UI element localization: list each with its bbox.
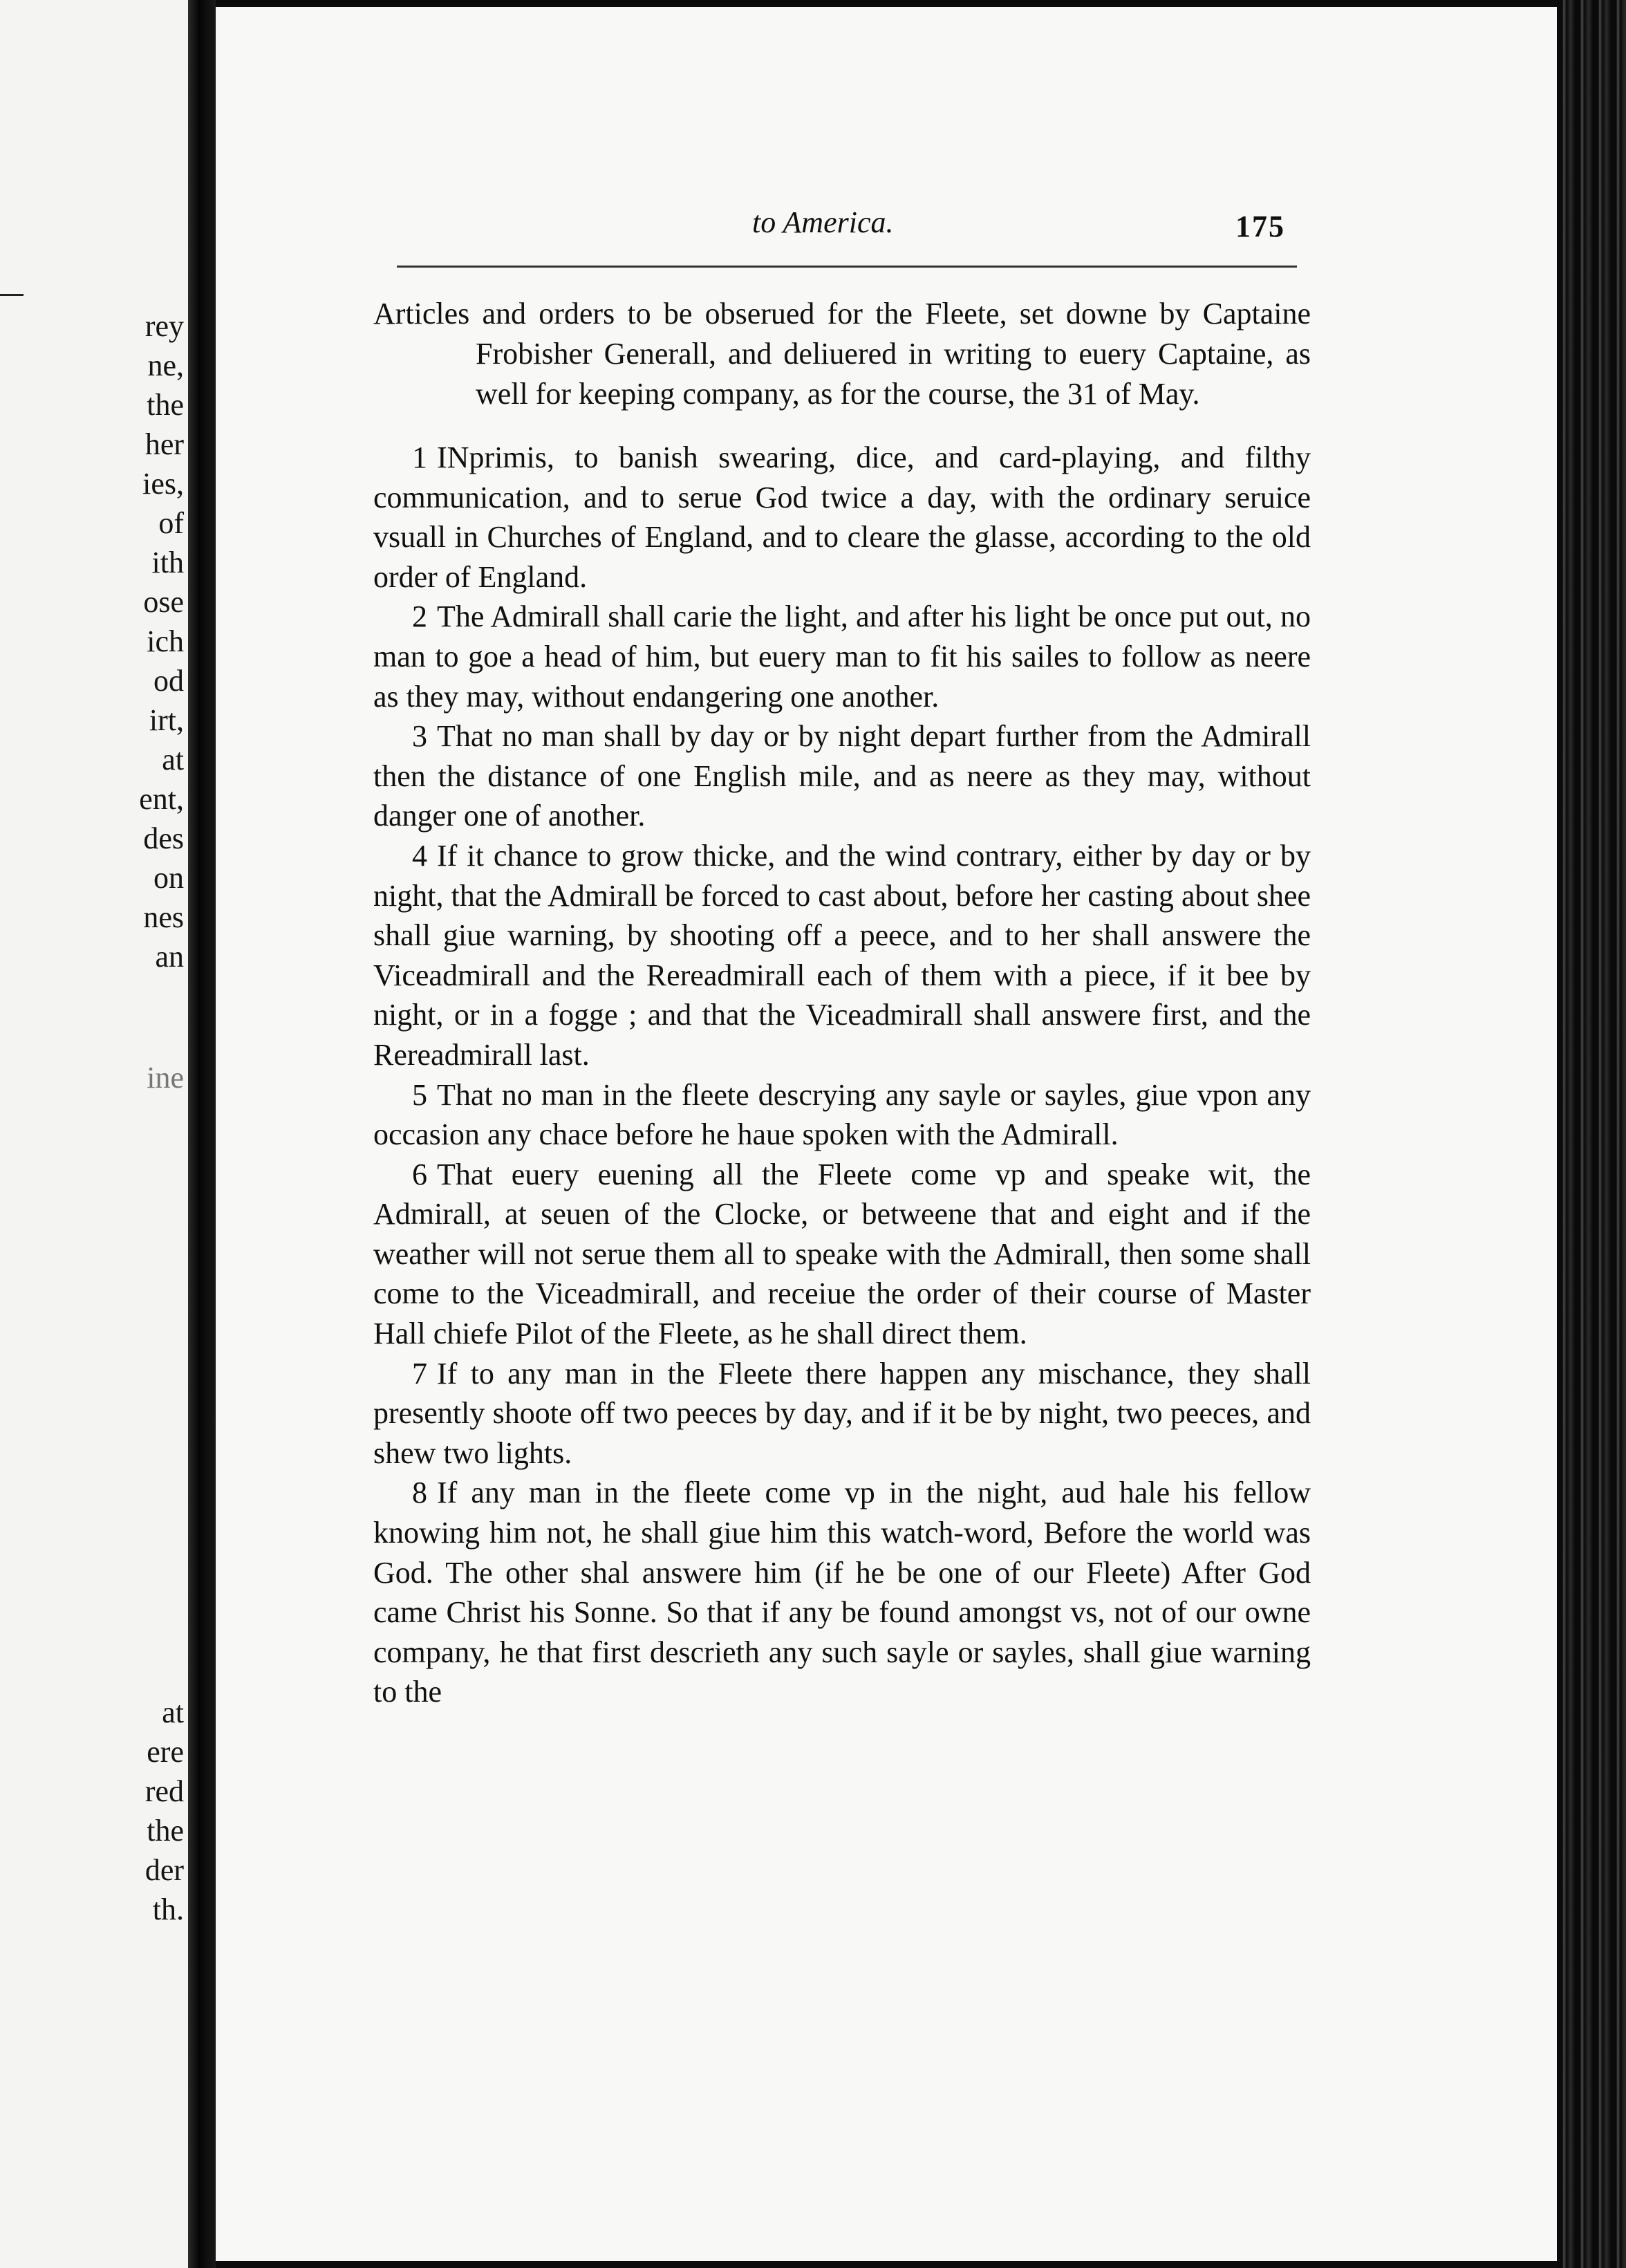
page-number: 175	[1235, 210, 1285, 243]
article-text: The Admirall shall carie the light, and after his light be once put out, no man to goe a head of him, but euery man to fit his sailes to follow as neere as they may, without endangering one another.	[373, 599, 1311, 714]
book-spine-edge	[1557, 0, 1626, 2268]
facing-fragment: th.	[152, 1893, 184, 1926]
facing-fragment: ose	[143, 585, 184, 619]
facing-fragment: ith	[151, 546, 184, 579]
article-number: 5	[412, 1077, 427, 1112]
article-8	[373, 1473, 1311, 1712]
facing-fragment: nes	[143, 900, 184, 934]
facing-fragment: her	[144, 427, 184, 461]
facing-fragment: ine	[147, 1061, 184, 1095]
facing-fragment: rey	[144, 309, 184, 343]
header-rule	[397, 266, 1297, 268]
article-text: That euery euening all the Fleete come vp and speake wit, the Admirall, at seuen of the Clocke, or betweene that and eight and if the weather will not serue them all to speake with the Admirall, then some shall come to the Viceadmirall, and receiue the order of their course of Master Hall chiefe Pilot of the Fleete, as he shall direct them.	[373, 1157, 1311, 1351]
article-text: If any man in the fleete come vp in the night, aud hale his fellow knowing him not, he shall giue him this watch-word, Before the world was God. The other shal answere him (if he be one of our Fleete) After God came Christ his Sonne. So that if any be found amongst vs, not of our owne company, he that first descrieth any such sayle or sayles, shall giue warning to the	[373, 1476, 1311, 1709]
facing-page-rule	[0, 294, 24, 296]
book-gutter	[188, 0, 216, 2268]
article-number: 3	[412, 719, 427, 754]
facing-fragment: ies,	[142, 467, 184, 501]
facing-fragment: ne,	[147, 348, 184, 382]
facing-fragment: irt,	[149, 703, 184, 737]
facing-fragment: des	[143, 821, 184, 855]
article-text: If to any man in the Fleete there happen any mischance, they shall presently shoote off two peeces by day, and if it be by night, two peeces, and shew two lights.	[373, 1356, 1311, 1470]
facing-fragment: ere	[147, 1735, 184, 1769]
facing-fragment: the	[147, 388, 184, 422]
section-heading: Articles and orders to be obserued for the Fleete, set downe by Captaine Frobisher Generall, and deliuered in writing to euery Captaine, as well for keeping company, as for the course, the 31 of May.	[373, 297, 1311, 411]
article-6	[373, 1155, 1311, 1354]
article-7	[373, 1354, 1311, 1474]
facing-fragment: od	[153, 664, 184, 698]
facing-fragment: an	[155, 940, 184, 974]
facing-fragment: of	[158, 506, 184, 540]
facing-fragment: ich	[147, 624, 184, 658]
facing-fragment: the	[147, 1814, 184, 1848]
article-text: That no man in the fleete descrying any sayle or sayles, giue vpon any occasion any chace before he haue spoken with the Admirall.	[373, 1077, 1311, 1152]
article-3	[373, 716, 1311, 836]
article-4	[373, 836, 1311, 1075]
article-text: INprimis, to banish swearing, dice, and card-playing, and filthy communication, and to serue God twice a day, with the ordinary seruice vsuall in Churches of England, and to cleare the glasse, according to the old order of England.	[373, 440, 1311, 594]
facing-fragment: on	[153, 861, 184, 895]
article-text: That no man shall by day or by night depart further from the Admirall then the distance of one English mile, and as neere as they may, without danger one of another.	[373, 719, 1311, 833]
article-number: 6	[412, 1157, 427, 1191]
page-body	[373, 294, 1311, 1712]
facing-fragment: at	[162, 1695, 184, 1729]
article-text: If it chance to grow thicke, and the wind contrary, either by day or by night, that the Admirall be forced to cast about, before her casting about shee shall giue warning, by shooting off a peece, and to her shall answere the Viceadmirall and the Rereadmirall each of them with a piece, if it bee by night, or in a fogge ; and that the Viceadmirall shall answere first, and the Rereadmirall last.	[373, 838, 1311, 1072]
facing-page	[0, 0, 188, 2268]
running-title: to America.	[752, 205, 894, 239]
facing-fragment: der	[144, 1853, 184, 1887]
article-number: 7	[412, 1356, 427, 1391]
article-2	[373, 597, 1311, 716]
article-5	[373, 1075, 1311, 1155]
article-number: 1	[412, 440, 427, 474]
article-number: 4	[412, 838, 427, 873]
facing-fragment: at	[162, 743, 184, 777]
article-1	[373, 438, 1311, 597]
article-number: 8	[412, 1476, 427, 1510]
article-number: 2	[412, 599, 427, 634]
facing-fragment: red	[144, 1774, 184, 1808]
facing-fragment: ent,	[139, 782, 184, 816]
